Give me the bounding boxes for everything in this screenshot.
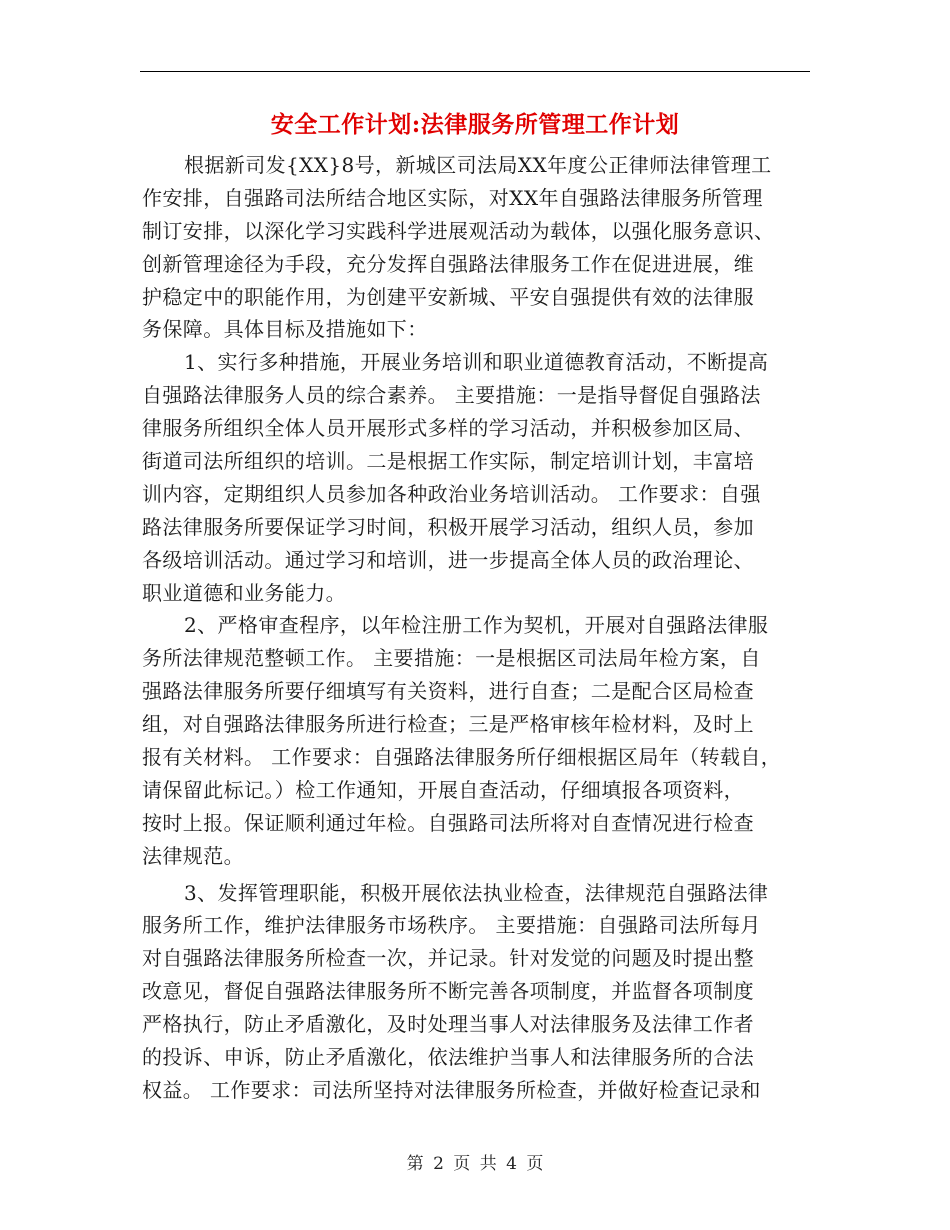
body-line: 护稳定中的职能作用，为创建平安新城、平安自强提供有效的法律服 [142,284,754,309]
page-number-footer [0,1152,950,1176]
footer-suffix: 页 [526,1154,544,1174]
footer-prefix: 第 [406,1154,424,1174]
body-line: 服务所工作，维护法律服务市场秩序。 主要措施：自强路司法所每月 [142,913,761,938]
body-line: 务保障。具体目标及措施如下： [142,317,428,342]
body-line: 严格执行，防止矛盾激化，及时处理当事人对法律服务及法律工作者 [142,1012,754,1037]
header-rule [140,71,810,72]
body-line: 创新管理途径为手段，充分发挥自强路法律服务工作在促进进展，维 [142,251,754,276]
body-line: 训内容，定期组织人员参加各种政治业务培训活动。 工作要求：自强 [142,481,761,506]
body-line: 按时上报。保证顺利通过年检。自强路司法所将对自查情况进行检查 [142,810,754,835]
body-line: 制订安排，以深化学习实践科学进展观活动为载体，以强化服务意识、 [142,218,775,243]
body-line: 1、实行多种措施，开展业务培训和职业道德教育活动，不断提高 [184,350,769,375]
total-pages-number: 4 [506,1154,517,1174]
body-line: 报有关材料。 工作要求：自强路法律服务所仔细根据区局年（转载自， [142,745,782,770]
body-line: 权益。 工作要求：司法所坚持对法律服务所检查，并做好检查记录和 [142,1077,761,1102]
body-line: 2、严格审查程序，以年检注册工作为契机，开展对自强路法律服 [184,613,769,638]
document-body [142,149,808,1107]
body-line: 改意见，督促自强路法律服务所不断完善各项制度，并监督各项制度 [142,979,754,1004]
body-line: 街道司法所组织的培训。二是根据工作实际，制定培训计划，丰富培 [142,449,754,474]
body-line: 3、发挥管理职能，积极开展依法执业检查，法律规范自强路法律 [184,880,769,905]
body-line: 律服务所组织全体人员开展形式多样的学习活动，并积极参加区局、 [142,416,754,441]
body-line: 强路法律服务所要仔细填写有关资料，进行自查；二是配合区局检查 [142,679,754,704]
body-line: 组，对自强路法律服务所进行检查；三是严格审核年检材料，及时上 [142,712,754,737]
body-line: 作安排，自强路司法所结合地区实际，对XX年自强路法律服务所管理 [142,185,763,210]
body-line: 法律规范。 [142,843,244,868]
body-line: 职业道德和业务能力。 [142,580,346,605]
document-title: 安全工作计划:法律服务所管理工作计划 [270,111,680,138]
body-line: 各级培训活动。通过学习和培训，进一步提高全体人员的政治理论、 [142,547,754,572]
footer-page-word: 页 [453,1154,471,1174]
body-line: 路法律服务所要保证学习时间，积极开展学习活动，组织人员，参加 [142,514,754,539]
body-line: 务所法律规范整顿工作。 主要措施：一是根据区司法局年检方案，自 [142,646,761,671]
footer-total-word: 共 [479,1154,497,1174]
current-page-number: 2 [433,1154,444,1174]
body-line: 请保留此标记。）检工作通知，开展自查活动，仔细填报各项资料， [142,777,744,802]
body-line: 根据新司发{XX}8号，新城区司法局XX年度公正律师法律管理工 [184,153,772,177]
body-line: 的投诉、申诉，防止矛盾激化，依法维护当事人和法律服务所的合法 [142,1045,754,1070]
body-line: 自强路法律服务人员的综合素养。 主要措施：一是指导督促自强路法 [142,383,761,408]
body-line: 对自强路法律服务所检查一次，并记录。针对发觉的问题及时提出整 [142,946,754,971]
